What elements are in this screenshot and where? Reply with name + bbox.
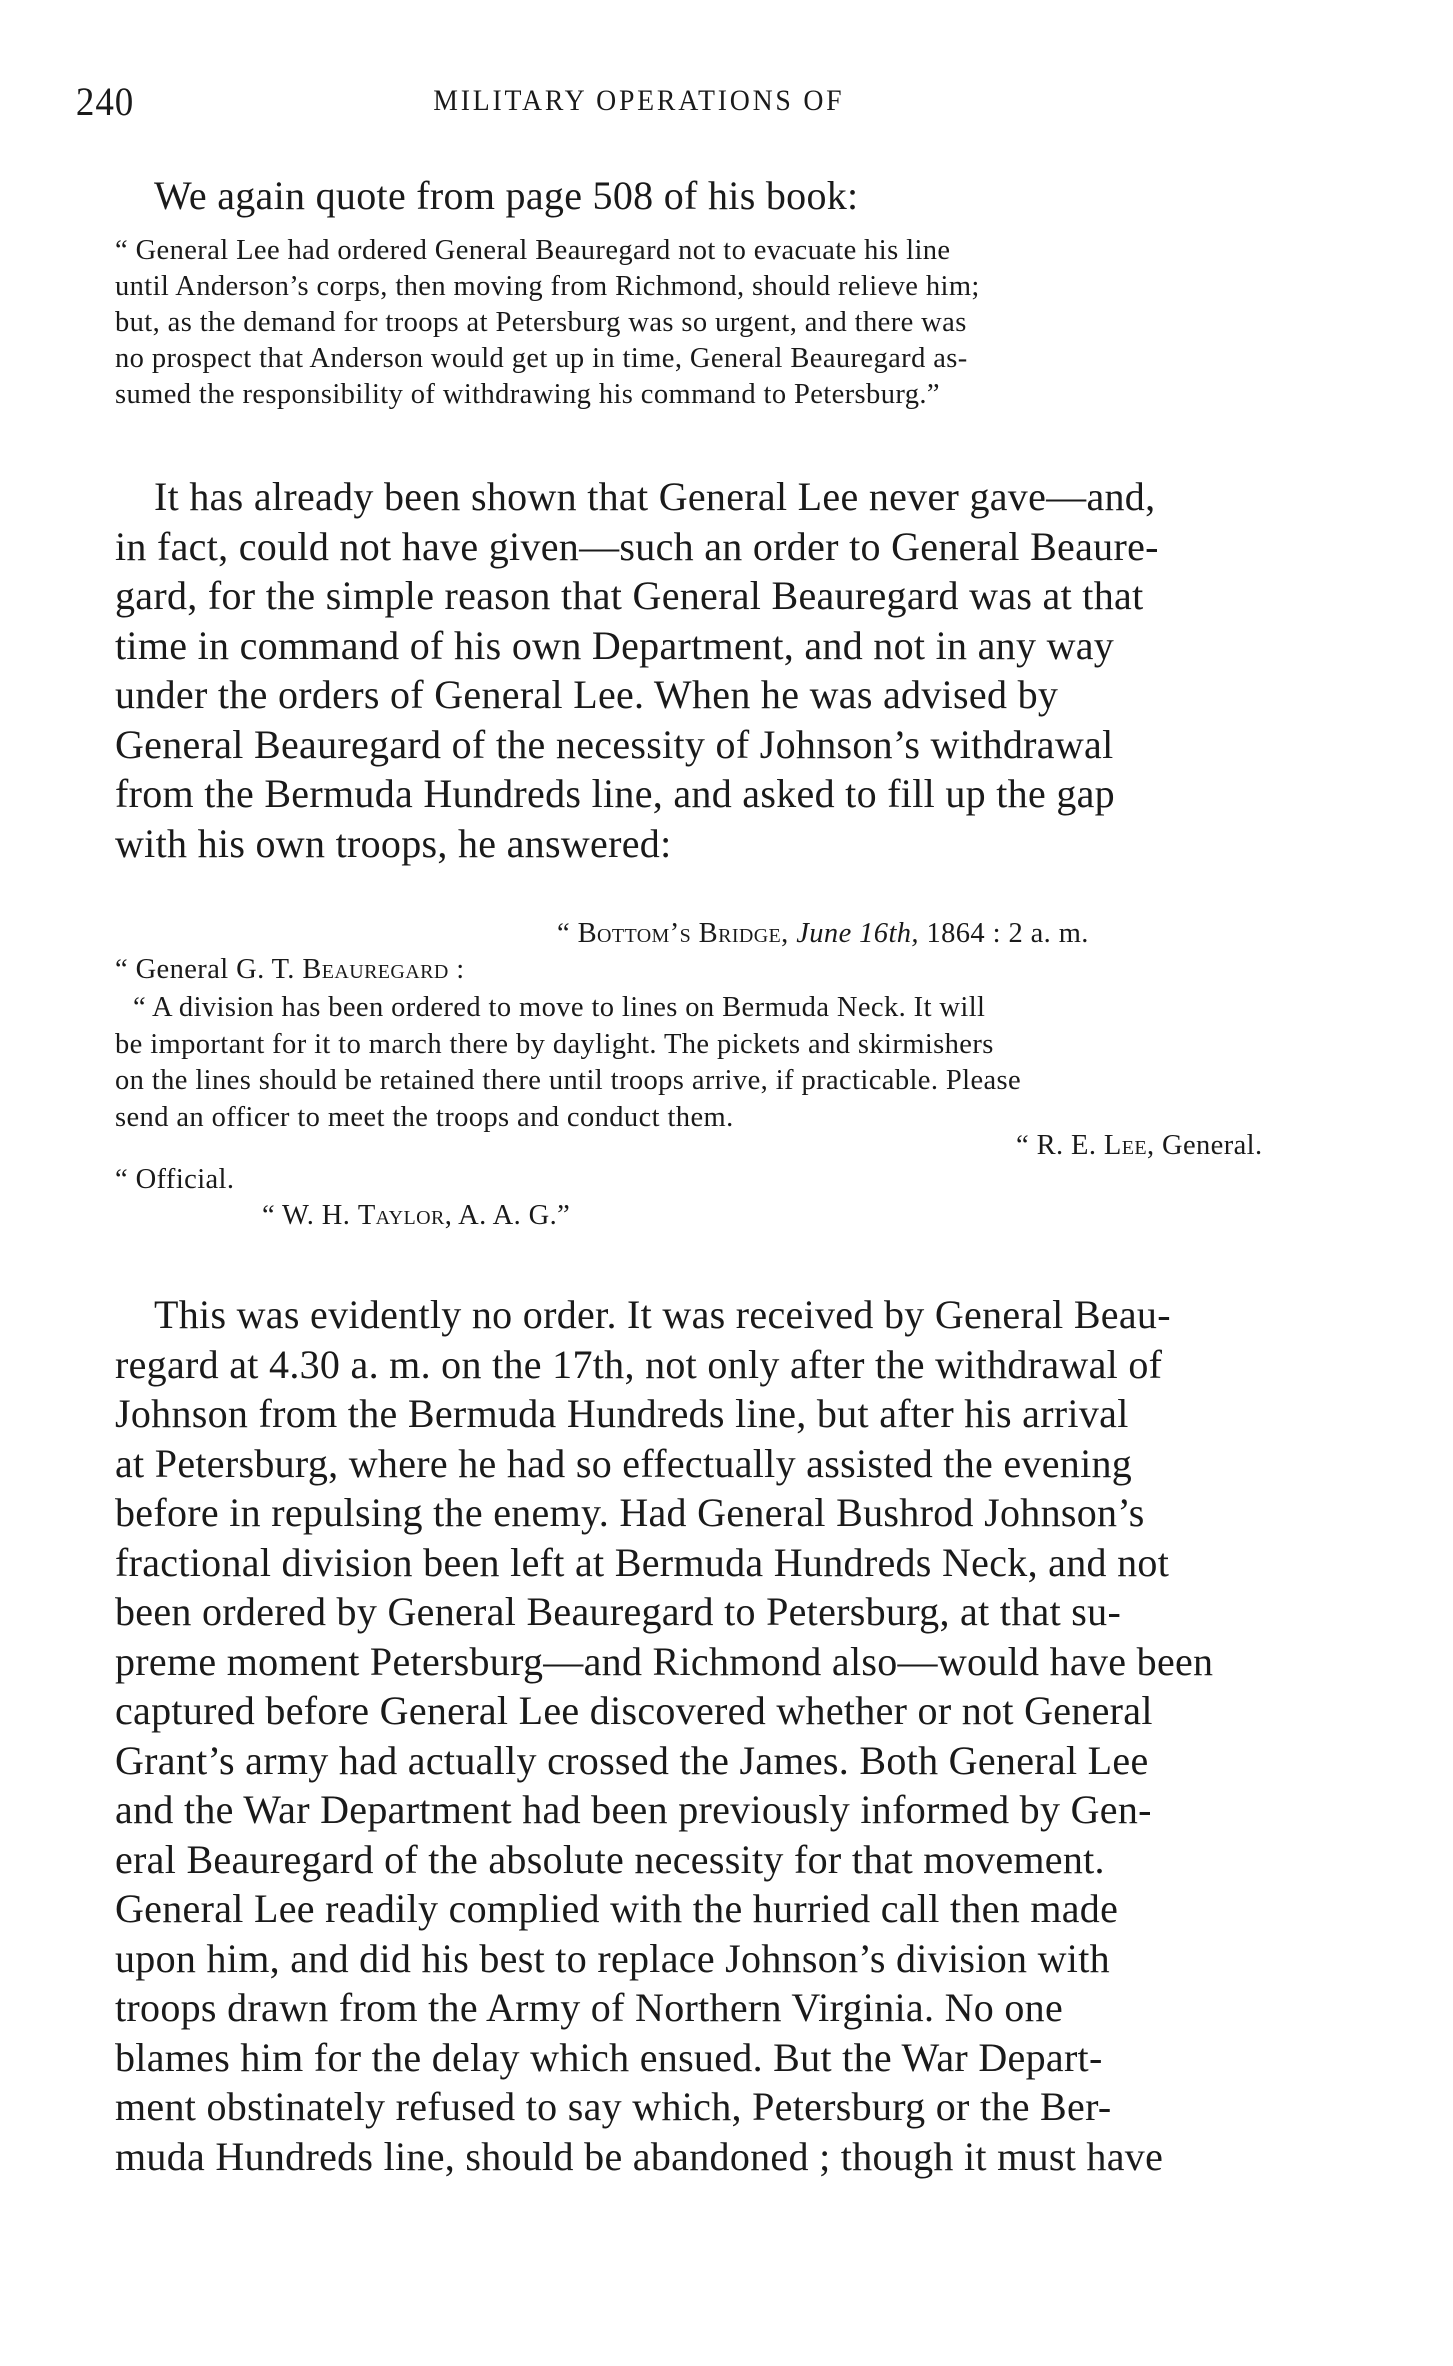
text-line: captured before General Lee discovered whether or not General	[115, 1688, 1153, 1733]
dispatch-official: “ Official.	[115, 1164, 235, 1195]
salutation-prefix: “ General G. T.	[115, 954, 303, 985]
attest-suffix: , A. A. G.”	[444, 1200, 571, 1231]
text-line: time in command of his own Department, and not in any way	[115, 622, 1115, 668]
dispatch-line: “ A division has been ordered to move to lines on Bermuda Neck. It will	[133, 992, 986, 1023]
dateline-time: 1864 : 2 a. m.	[926, 918, 1089, 949]
quote-line: until Anderson’s corps, then moving from Richmond, should relieve him;	[115, 271, 980, 302]
dispatch-line: send an officer to meet the troops and conduct them.	[115, 1101, 734, 1133]
text-line: been ordered by General Beauregard to Petersburg, at that su-	[115, 1589, 1122, 1634]
text-line: muda Hundreds line, should be abandoned ; though it must have	[115, 2133, 1164, 2179]
text-line: General Beauregard of the necessity of Johnson’s withdrawal	[115, 721, 1114, 767]
signature-suffix: , General.	[1146, 1130, 1263, 1161]
text-line: ment obstinately refused to say which, Petersburg or the Ber-	[115, 2084, 1112, 2129]
text-line: upon him, and did his best to replace Johnson’s division with	[115, 1935, 1110, 1981]
quote-line: sumed the responsibility of withdrawing his command to Petersburg.”	[115, 379, 940, 410]
dispatch-attestation	[262, 1200, 570, 1232]
signature-prefix: “ R. E.	[1016, 1130, 1104, 1161]
dateline-place: “ Bottom’s Bridge,	[557, 918, 789, 949]
dispatch-line: on the lines should be retained there until troops arrive, if practicable. Please	[115, 1065, 1022, 1096]
text-line: blames him for the delay which ensued. But the War Depart-	[115, 2034, 1103, 2080]
text-line: and the War Department had been previously informed by Gen-	[115, 1787, 1152, 1832]
attest-name: Taylor	[357, 1200, 445, 1231]
text-line: troops drawn from the Army of Northern Virginia. No one	[115, 1985, 1064, 2030]
attest-prefix: “ W. H.	[262, 1200, 358, 1231]
dispatch-line: be important for it to march there by daylight. The pickets and skirmishers	[115, 1028, 994, 1060]
dispatch-body	[115, 990, 1021, 1136]
text-line: eral Beauregard of the absolute necessity for that movement.	[115, 1836, 1105, 1882]
text-line: Grant’s army had actually crossed the James. Both General Lee	[115, 1737, 1149, 1783]
quote-line: but, as the demand for troops at Petersburg was so urgent, and there was	[115, 307, 967, 338]
paragraph-2	[115, 1290, 1213, 2181]
text-line: at Petersburg, where he had so effectually assisted the evening	[115, 1440, 1133, 1486]
running-title: MILITARY OPERATIONS OF	[433, 84, 845, 117]
dispatch-dateline	[557, 918, 1089, 950]
dateline-date: June 16th,	[796, 918, 919, 949]
block-quote	[115, 233, 980, 413]
text-line: preme moment Petersburg—and Richmond also—would have been	[115, 1638, 1214, 1684]
salutation-suffix: :	[448, 954, 465, 985]
signature-name: Lee	[1103, 1130, 1147, 1161]
text-line: regard at 4.30 a. m. on the 17th, not only after the withdrawal of	[115, 1341, 1163, 1387]
text-line: gard, for the simple reason that General Beauregard was at that	[115, 573, 1144, 618]
text-line: in fact, could not have given—such an order to General Beaure-	[115, 523, 1159, 569]
quote-line: “ General Lee had ordered General Beauregard not to evacuate his line	[115, 235, 951, 266]
dispatch-salutation	[115, 954, 465, 986]
quote-line: no prospect that Anderson would get up in time, General Beauregard as-	[115, 343, 968, 374]
text-line: from the Bermuda Hundreds line, and asked to fill up the gap	[115, 771, 1115, 816]
text-line: with his own troops, he answered:	[115, 820, 672, 866]
text-line: fractional division been left at Bermuda Hundreds Neck, and not	[115, 1539, 1170, 1585]
text-line: Johnson from the Bermuda Hundreds line, but after his arrival	[115, 1391, 1129, 1436]
text-line: before in repulsing the enemy. Had General Bushrod Johnson’s	[115, 1490, 1145, 1535]
paragraph-1	[115, 472, 1159, 868]
text-line: General Lee readily complied with the hurried call then made	[115, 1886, 1119, 1931]
dispatch-signature	[1016, 1130, 1263, 1162]
intro-line: We again quote from page 508 of his book:	[154, 173, 859, 218]
text-line: under the orders of General Lee. When he was advised by	[115, 672, 1059, 717]
running-head	[0, 78, 1345, 128]
page-number: 240	[75, 79, 135, 124]
text-line: It has already been shown that General Lee never gave—and,	[154, 474, 1156, 519]
text-line: This was evidently no order. It was received by General Beau-	[154, 1292, 1171, 1337]
salutation-name: Beauregard	[302, 954, 449, 985]
